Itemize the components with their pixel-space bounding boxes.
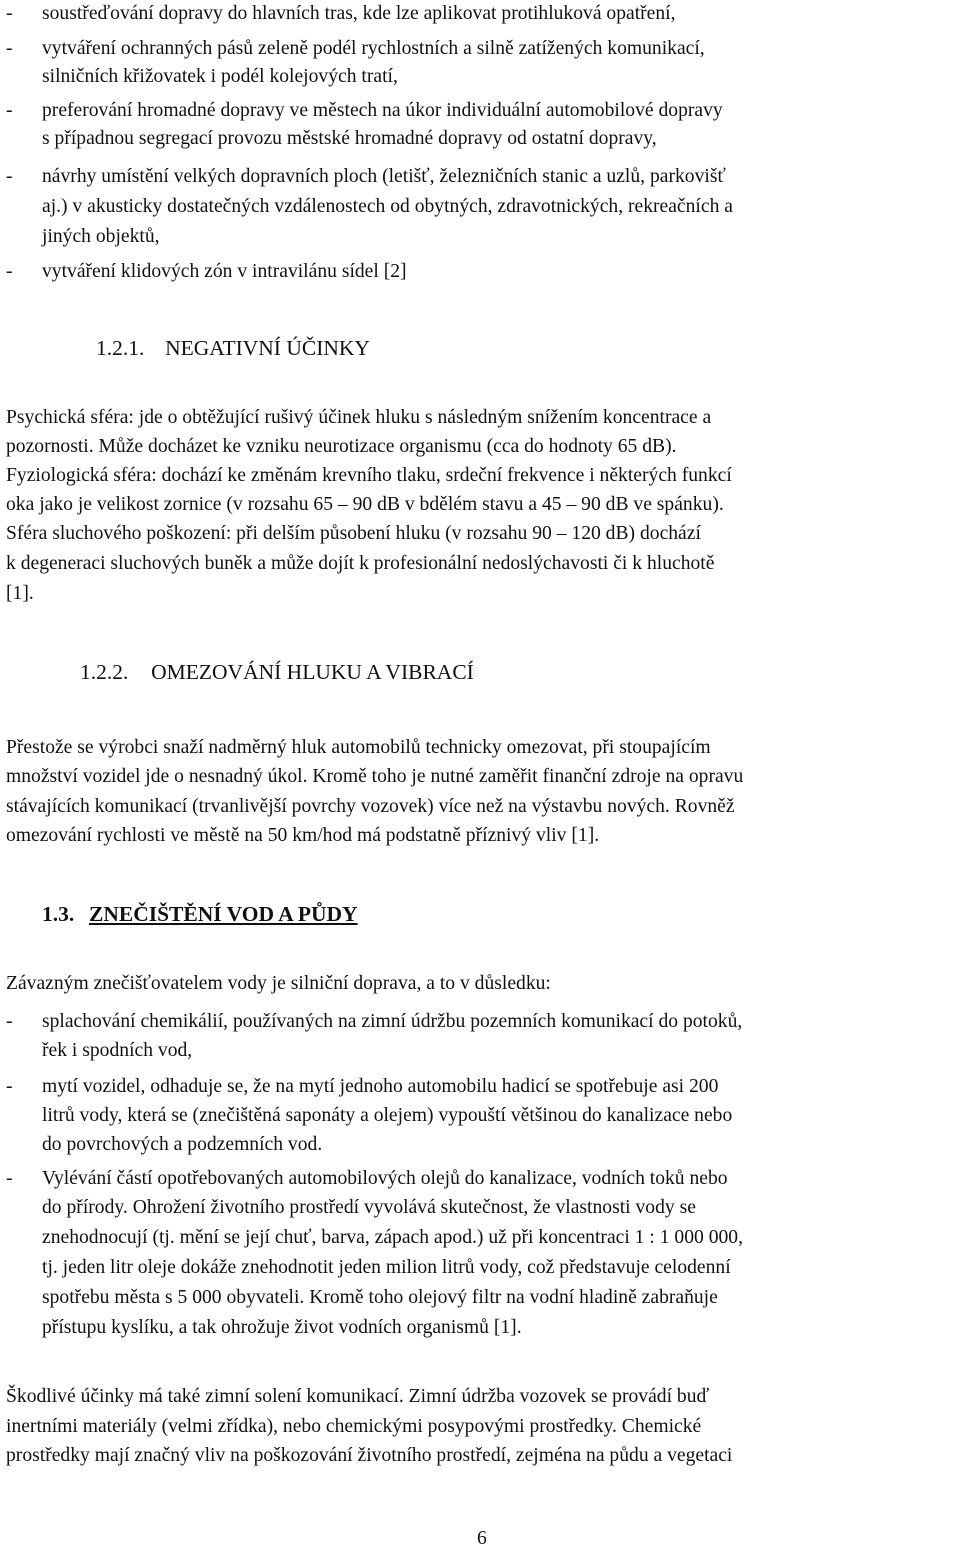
paragraph-line: pozornosti. Může docházet ke vzniku neurotizace organismu (cca do hodnoty 65 dB). — [6, 436, 677, 457]
paragraph-line: Psychická sféra: jde o obtěžující rušivý účinek hluku s následným snížením koncentrace a — [6, 407, 712, 428]
bullet-line: do přírody. Ohrožení životního prostředí vyvolává skutečnost, že vlastnosti vody se — [42, 1197, 696, 1218]
bullet-dash: - — [6, 1168, 13, 1189]
bullet-dash: - — [6, 100, 13, 121]
bullet-line: s případnou segregací provozu městské hromadné dopravy od ostatní dopravy, — [42, 128, 657, 149]
paragraph-line: inertními materiály (velmi zřídka), nebo chemickými posypovými prostředky. Chemické — [6, 1416, 702, 1437]
section-heading-13 — [42, 901, 358, 927]
section-title: OMEZOVÁNÍ HLUKU A VIBRACÍ — [151, 660, 474, 684]
bullet-line: řek i spodních vod, — [42, 1040, 193, 1061]
section-number: 1.3. — [42, 902, 75, 926]
paragraph-line: [1]. — [6, 583, 34, 604]
section-heading-121 — [96, 335, 370, 361]
bullet-line: soustřeďování dopravy do hlavních tras, kde lze aplikovat protihluková opatření, — [42, 3, 676, 24]
section-number: 1.2.2. — [80, 660, 129, 684]
paragraph-line: stávajících komunikací (trvanlivější povrchy vozovek) více než na výstavbu nových. Rovněž — [6, 796, 735, 817]
section-title: NEGATIVNÍ ÚČINKY — [165, 336, 370, 360]
bullet-line: vytváření ochranných pásů zeleně podél rychlostních a silně zatížených komunikací, — [42, 38, 705, 59]
paragraph-line: prostředky mají značný vliv na poškozování životního prostředí, zejména na půdu a vegetaci — [6, 1445, 733, 1466]
paragraph-line: oka jako je velikost zornice (v rozsahu 65 – 90 dB v bdělém stavu a 45 – 90 dB ve spánku). — [6, 494, 724, 515]
bullet-dash: - — [6, 1076, 13, 1097]
bullet-dash: - — [6, 3, 13, 24]
bullet-line: vytváření klidových zón v intravilánu sídel [2] — [42, 261, 407, 282]
paragraph-line: k degeneraci sluchových buněk a může dojít k profesionální nedoslýchavosti či k hluchotě — [6, 553, 715, 574]
bullet-line: spotřebu města s 5 000 obyvateli. Kromě toho olejový filtr na vodní hladině zabraňuje — [42, 1287, 718, 1308]
bullet-line: preferování hromadné dopravy ve městech na úkor individuální automobilové dopravy — [42, 100, 723, 121]
water-intro: Závazným znečišťovatelem vody je silniční doprava, a to v důsledku: — [6, 973, 551, 994]
bullet-line: přístupu kyslíku, a tak ohrožuje život vodních organismů [1]. — [42, 1317, 522, 1338]
paragraph-line: Fyziologická sféra: dochází ke změnám krevního tlaku, srdeční frekvence i některých funkcí — [6, 465, 732, 486]
bullet-line: litrů vody, která se (znečištěná saponáty a olejem) vypouští většinou do kanalizace nebo — [42, 1105, 733, 1126]
section-number: 1.2.1. — [96, 336, 145, 360]
page-number: 6 — [477, 1528, 487, 1549]
bullet-line: silničních křižovatek i podél kolejových tratí, — [42, 66, 398, 87]
bullet-line: do povrchových a podzemních vod. — [42, 1134, 323, 1155]
paragraph-line: Škodlivé účinky má také zimní solení komunikací. Zimní údržba vozovek se provádí buď — [6, 1386, 710, 1407]
bullet-dash: - — [6, 166, 13, 187]
paragraph-line: Sféra sluchového poškození: při delším působení hluku (v rozsahu 90 – 120 dB) dochází — [6, 523, 701, 544]
bullet-dash: - — [6, 38, 13, 59]
paragraph-line: množství vozidel jde o nesnadný úkol. Kromě toho je nutné zaměřit finanční zdroje na opravu — [6, 766, 744, 787]
bullet-line: aj.) v akusticky dostatečných vzdálenostech od obytných, zdravotnických, rekreačních a — [42, 196, 733, 217]
bullet-dash: - — [6, 1011, 13, 1032]
bullet-line: splachování chemikálií, používaných na zimní údržbu pozemních komunikací do potoků, — [42, 1011, 743, 1032]
bullet-line: Vylévání částí opotřebovaných automobilových olejů do kanalizace, vodních toků nebo — [42, 1168, 728, 1189]
section-heading-122 — [80, 659, 474, 685]
bullet-line: znehodnocují (tj. mění se její chuť, barva, zápach apod.) už při koncentraci 1 : 1 000 000, — [42, 1227, 743, 1248]
bullet-line: návrhy umístění velkých dopravních ploch (letišť, železničních stanic a uzlů, parkovišť — [42, 166, 726, 187]
bullet-line: mytí vozidel, odhaduje se, že na mytí jednoho automobilu hadicí se spotřebuje asi 200 — [42, 1076, 719, 1097]
bullet-dash: - — [6, 261, 13, 282]
paragraph-line: omezování rychlosti ve městě na 50 km/hod má podstatně příznivý vliv [1]. — [6, 825, 600, 846]
paragraph-line: Přestože se výrobci snaží nadměrný hluk automobilů technicky omezovat, při stoupajícím — [6, 737, 711, 758]
section-title: ZNEČIŠTĚNÍ VOD A PŮDY — [89, 902, 358, 926]
bullet-line: jiných objektů, — [42, 226, 160, 247]
bullet-line: tj. jeden litr oleje dokáže znehodnotit jeden milion litrů vody, což představuje celodenní — [42, 1257, 731, 1278]
